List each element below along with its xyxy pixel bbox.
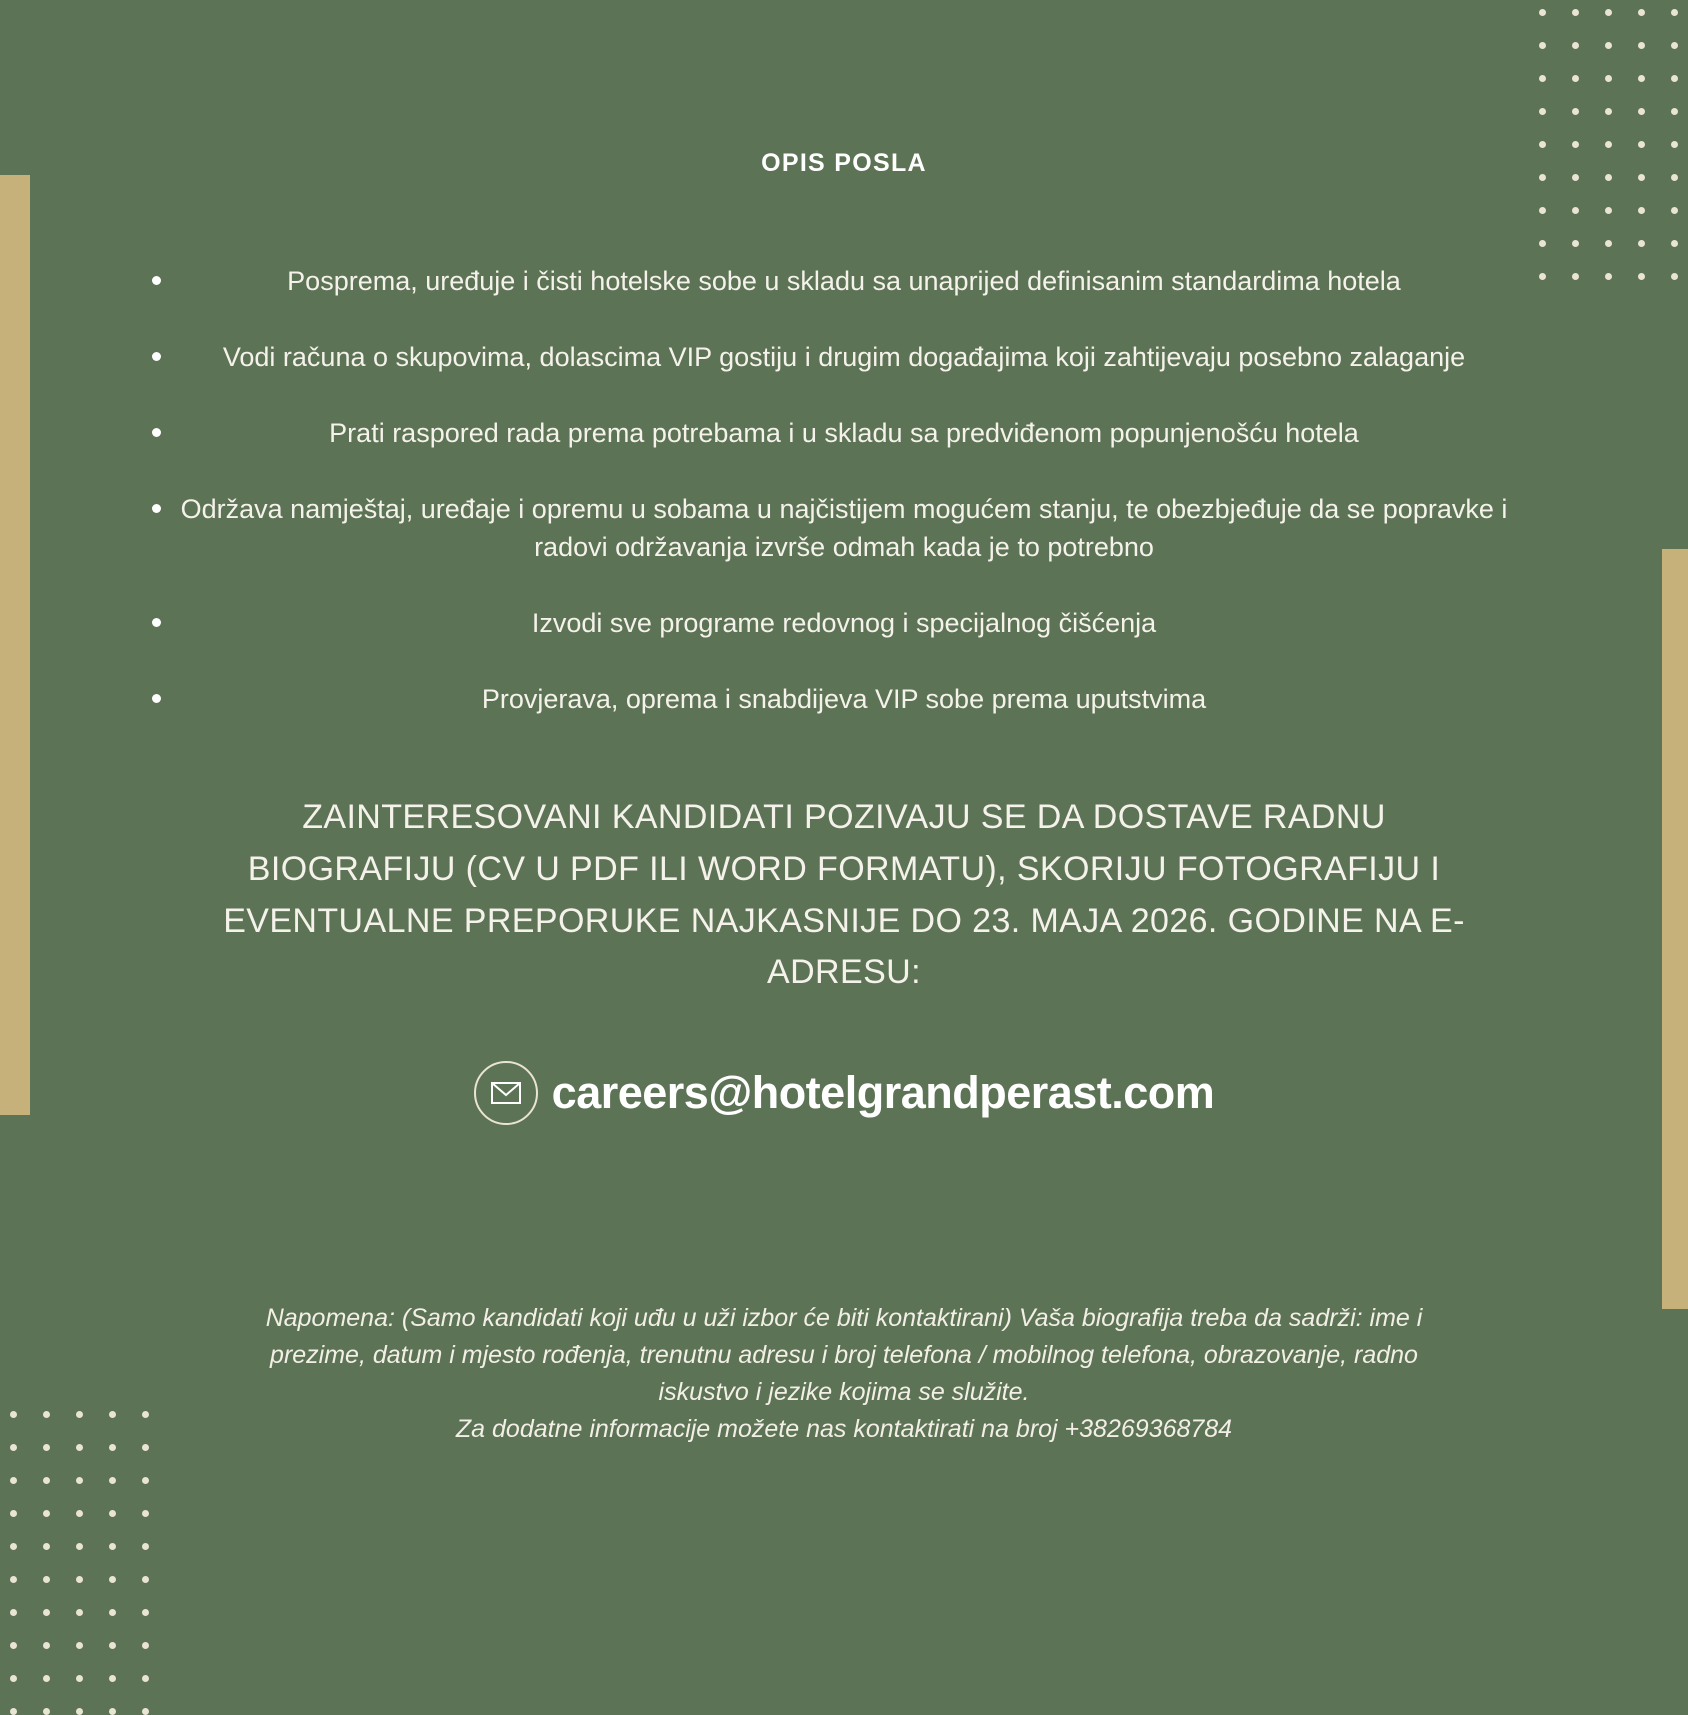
bullet-icon <box>152 428 161 437</box>
application-instructions: ZAINTERESOVANI KANDIDATI POZIVAJU SE DA DOSTAVE RADNU BIOGRAFIJU (CV U PDF ILI WORD FORMATU), SKORIJU FOTOGRAFIJU I EVENTUALNE PREPORUKE NAJKASNIJE DO 23. MAJA 2026. GODINE NA E-ADRESU: <box>223 798 1465 992</box>
bullet-icon <box>152 694 161 703</box>
list-item <box>110 263 1578 300</box>
duties-list <box>110 195 1578 719</box>
bullet-icon <box>152 618 161 627</box>
list-item-label: Izvodi sve programe redovnog i specijalnog čišćenja <box>531 607 1157 638</box>
bullet-icon <box>152 504 161 513</box>
list-item-label: Prati raspored rada prema potrebama i u skladu sa predviđenom popunjenošću hotela <box>329 418 1359 448</box>
list-item-label: Provjerava, oprema i snabdijeva VIP sobe prema uputstvima <box>481 684 1207 714</box>
job-posting-page <box>0 17 1688 1705</box>
bullet-icon <box>152 352 161 361</box>
list-item <box>110 681 1578 718</box>
list-item <box>110 339 1578 376</box>
list-item-label: Vodi računa o skupovima, dolascima VIP gostiju i drugim događajima koji zahtijevaju posebno zalaganje <box>222 341 1466 372</box>
bullet-icon <box>152 276 161 285</box>
list-item <box>110 605 1578 642</box>
note-line: Napomena: (Samo kandidati koji uđu u uži izbor će biti kontaktirani) Vaša biografija treba da sadrži: ime i prezime, datum i mjesto rođenja, trenutnu adresu i broj telefona / mobilnog telefona, obrazovanje, radno iskustvo i jezike kojima se služite. <box>265 1303 1423 1406</box>
page-title: OPIS POSLA <box>761 148 927 177</box>
list-item <box>110 415 1578 452</box>
envelope-icon <box>474 1061 538 1125</box>
contact-email-row[interactable] <box>110 1061 1578 1125</box>
application-note <box>110 1300 1578 1448</box>
email-address[interactable]: careers@hotelgrandperast.com <box>551 1066 1215 1118</box>
list-item-label: Održava namještaj, uređaje i opremu u sobama u najčistijem mogućem stanju, te obezbjeđuje da se popravke i radovi održavanja izvrše odmah kada je to potrebno <box>180 494 1508 562</box>
note-line: Za dodatne informacije možete nas kontaktirati na broj +38269368784 <box>455 1414 1233 1443</box>
list-item <box>110 491 1578 566</box>
list-item-label: Posprema, uređuje i čisti hotelske sobe u skladu sa unaprijed definisanim standardima hotela <box>287 265 1401 296</box>
